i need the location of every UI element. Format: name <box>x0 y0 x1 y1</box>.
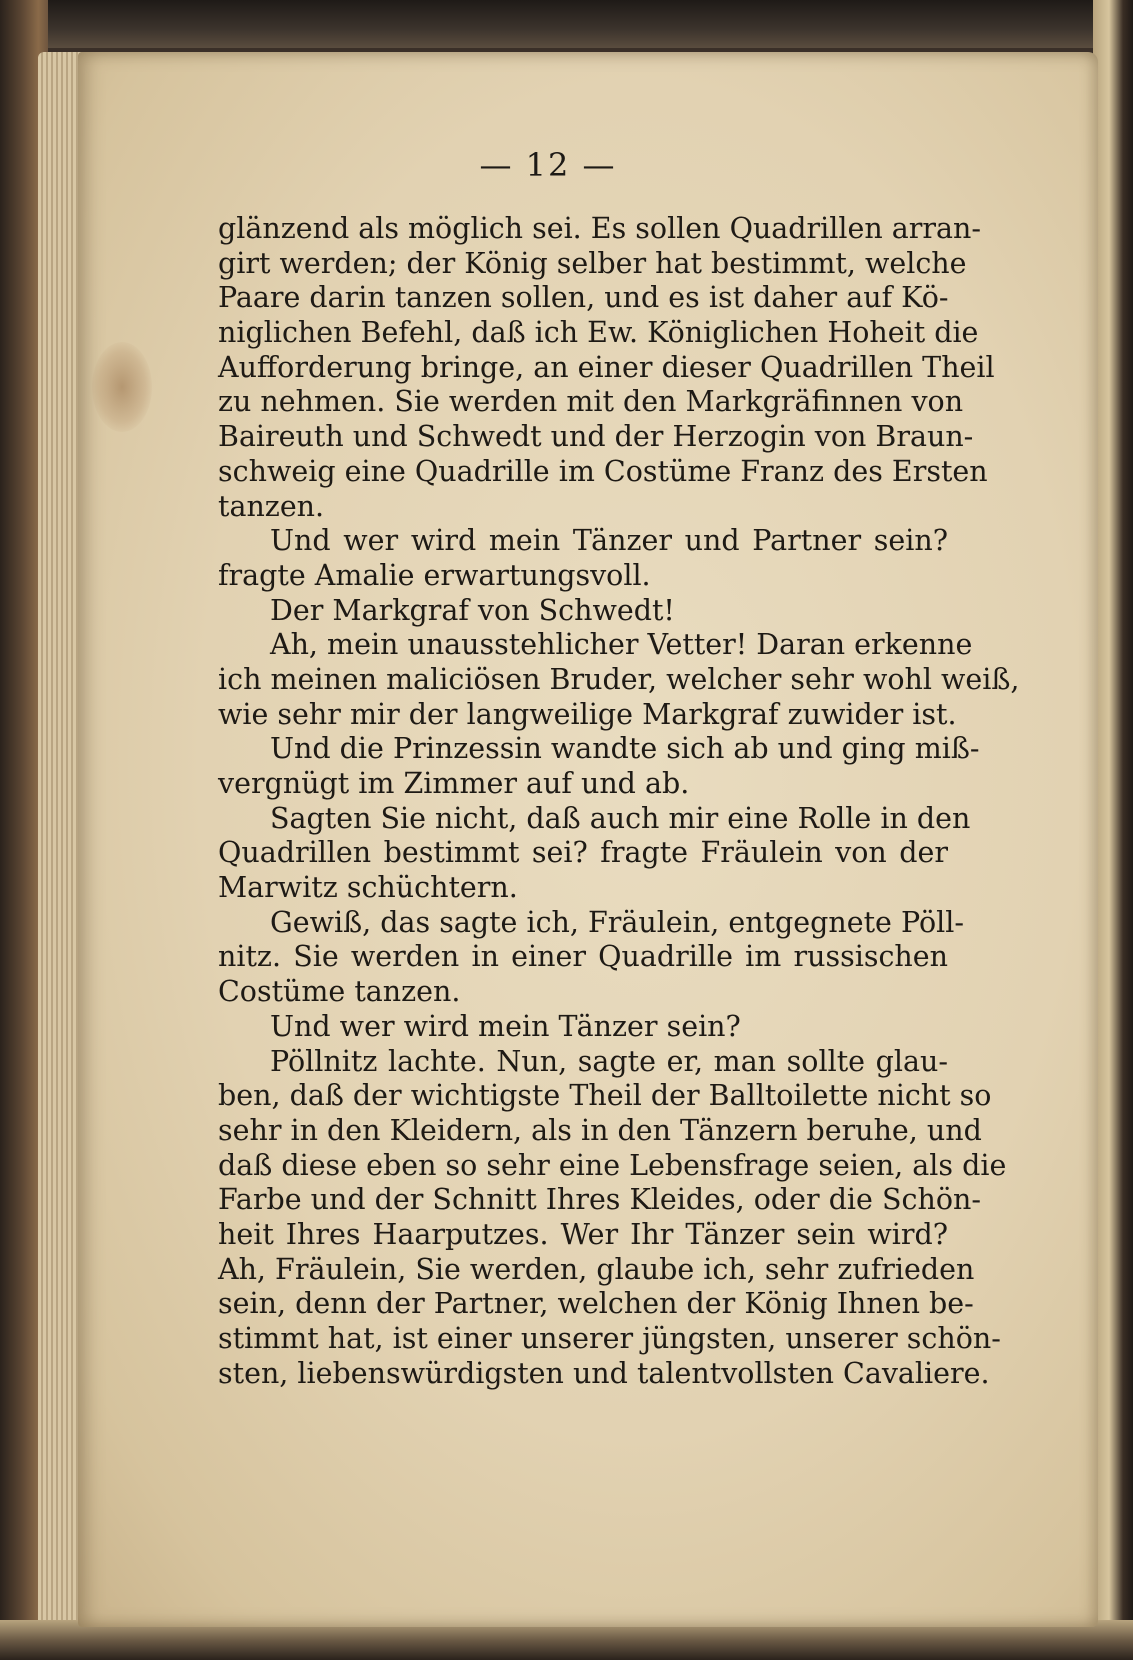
page-stain <box>92 342 152 432</box>
text-line: Costüme tanzen. <box>218 975 461 1009</box>
text-line: heit Ihres Haarputzes. Wer Ihr Tänzer sein wird? <box>218 1217 948 1251</box>
text-line: stimmt hat, ist einer unserer jüngsten, unserer schön- <box>218 1322 1001 1355</box>
text-line: fragte Amalie erwartungsvoll. <box>218 558 651 592</box>
text-line: daß diese eben so sehr eine Lebensfrage seien, als die <box>218 1148 1007 1182</box>
text-line: Und wer wird mein Tänzer sein? <box>270 1009 741 1043</box>
page-right-edge <box>1093 0 1133 1660</box>
text-line: vergnügt im Zimmer auf und ab. <box>218 767 690 800</box>
text-line: tanzen. <box>218 489 325 523</box>
page-text <box>218 212 1020 1391</box>
text-line: Quadrillen bestimmt sei? fragte Fräulein von der <box>218 836 948 870</box>
text-line: sten, liebenswürdigsten und talentvollsten Cavaliere. <box>218 1356 990 1390</box>
text-line: Und die Prinzessin wandte sich ab und ging miß- <box>270 732 980 766</box>
text-line: ich meinen maliciösen Bruder, welcher sehr wohl weiß, <box>218 662 1020 696</box>
text-line: Marwitz schüchtern. <box>218 871 518 905</box>
text-line: Gewiß, das sagte ich, Fräulein, entgegnete Pöll- <box>270 905 964 939</box>
text-line: Und wer wird mein Tänzer und Partner sein? <box>270 524 948 558</box>
text-line: Farbe und der Schnitt Ihres Kleides, oder die Schön- <box>218 1183 981 1217</box>
text-line: Paare darin tanzen sollen, und es ist daher auf Kö- <box>218 281 949 315</box>
page-number: — 12 — <box>479 146 617 184</box>
text-line: girt werden; der König selber hat bestimmt, welche <box>218 246 967 280</box>
text-line: Ah, mein unausstehlicher Vetter! Daran erkenne <box>270 628 973 662</box>
text-line: Ah, Fräulein, Sie werden, glaube ich, sehr zufrieden <box>218 1252 975 1286</box>
text-line: Sagten Sie nicht, daß auch mir eine Rolle in den <box>270 801 971 835</box>
text-line: Der Markgraf von Schwedt! <box>270 593 675 627</box>
text-line: glänzend als möglich sei. Es sollen Quadrillen arran- <box>218 212 982 245</box>
text-line: Baireuth und Schwedt und der Herzogin von Braun- <box>218 420 974 454</box>
text-line: Aufforderung bringe, an einer dieser Quadrillen Theil <box>218 350 995 384</box>
text-line: schweig eine Quadrille im Costüme Franz des Ersten <box>218 454 988 488</box>
text-line: niglichen Befehl, daß ich Ew. Königlichen Hoheit die <box>218 316 979 350</box>
text-line: zu nehmen. Sie werden mit den Markgräfinnen von <box>218 385 964 419</box>
text-line: Pöllnitz lachte. Nun, sagte er, man sollte glau- <box>270 1044 948 1078</box>
text-line: ben, daß der wichtigste Theil der Balltoilette nicht so <box>218 1079 992 1113</box>
text-line: sein, denn der Partner, welchen der König Ihnen be- <box>218 1287 974 1321</box>
book-page <box>78 52 1098 1627</box>
book-cover-top <box>0 0 1133 48</box>
text-line: wie sehr mir der langweilige Markgraf zuwider ist. <box>218 697 957 731</box>
text-line: nitz. Sie werden in einer Quadrille im russischen <box>218 940 948 974</box>
text-line: sehr in den Kleidern, als in den Tänzern beruhe, und <box>218 1113 982 1147</box>
